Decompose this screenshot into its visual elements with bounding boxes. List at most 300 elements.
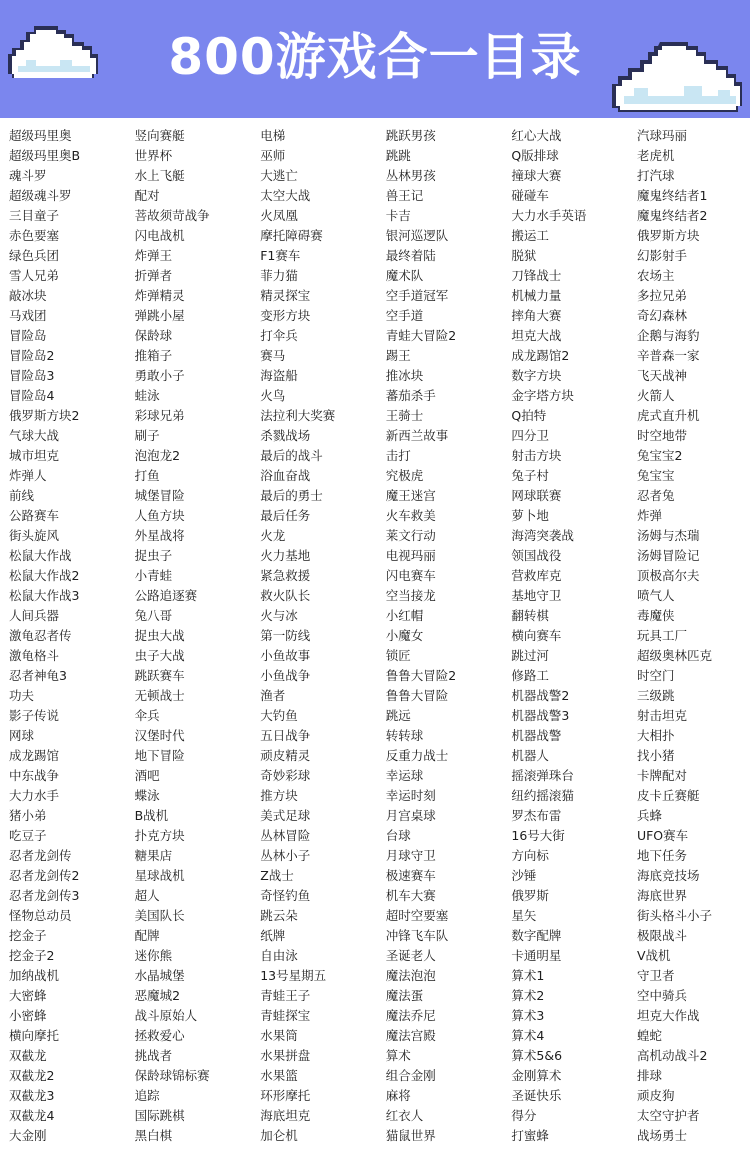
game-title: 法拉利大奖赛: [260, 408, 336, 423]
game-title: 彩球兄弟: [134, 408, 185, 423]
game-title: 敲冰块: [9, 288, 47, 303]
game-title: 打汽球: [636, 168, 675, 183]
game-title: 太空守护者: [636, 1108, 700, 1123]
game-title: 伞兵: [134, 708, 160, 723]
game-title: 第一防线: [260, 628, 311, 643]
game-title: 无顿战士: [134, 688, 185, 703]
game-title: 酒吧: [134, 768, 160, 783]
game-title: 青蛙大冒险2: [385, 328, 457, 343]
game-title: 高机动战斗2: [636, 1048, 708, 1063]
game-title: 大钓鱼: [260, 708, 298, 723]
game-title: 地下任务: [636, 848, 687, 863]
game-title: 火车救美: [385, 508, 436, 523]
game-title: 踢王: [385, 348, 411, 363]
game-title: 大力水手: [9, 788, 60, 803]
game-title: 水果拼盘: [260, 1048, 311, 1063]
game-title: 数字配牌: [511, 928, 562, 943]
game-title: 弹跳小屋: [134, 308, 185, 323]
game-title: 台球: [385, 828, 411, 843]
game-title: 魔法乔尼: [385, 1008, 436, 1023]
game-title: 成龙踢馆: [9, 748, 60, 763]
game-title: 幻影射手: [636, 248, 687, 263]
game-title: 水果筒: [260, 1028, 298, 1043]
game-title: 超级奥林匹克: [636, 648, 712, 663]
game-title: 跳云朵: [260, 908, 298, 923]
game-title: 公路赛车: [9, 508, 60, 523]
game-title: 电视玛丽: [385, 548, 436, 563]
game-title: 机械力量: [511, 288, 562, 303]
game-title: 捉虫子: [134, 548, 173, 563]
game-title: 双截龙: [9, 1048, 47, 1063]
game-title: 海底世界: [636, 888, 687, 903]
game-title: 跳跃男孩: [385, 128, 436, 143]
game-title: 挖金子: [9, 928, 47, 943]
game-title: 小青蛙: [134, 568, 173, 583]
game-title: 兵蜂: [636, 808, 662, 823]
game-title: 兽王记: [385, 188, 424, 203]
game-title: 星矢: [511, 908, 537, 923]
game-title: 基地守卫: [511, 588, 562, 603]
game-title: 猪小弟: [9, 808, 47, 823]
game-title: 圣诞快乐: [511, 1088, 562, 1103]
game-title: 挑战者: [134, 1048, 173, 1063]
game-title: 黑白棋: [134, 1128, 173, 1143]
game-title: 究极虎: [385, 468, 424, 483]
game-title: 得分: [511, 1108, 537, 1123]
game-title: 蝗蛇: [636, 1028, 662, 1043]
game-title: 冒险岛4: [9, 388, 55, 403]
game-title: 杀戮战场: [260, 428, 311, 443]
game-title: 机器战警3: [511, 708, 570, 723]
game-title: 超级魂斗罗: [9, 188, 72, 203]
game-title: 折弹者: [134, 268, 173, 283]
game-title: 打蜜蜂: [511, 1128, 549, 1143]
game-title: 丛林小子: [260, 848, 311, 863]
game-title: 兔宝宝: [636, 468, 675, 483]
game-column-4: [377, 126, 503, 1152]
game-title: 水上飞艇: [134, 168, 185, 183]
game-title: 魔术队: [385, 268, 424, 283]
game-title: 忍者龙剑传2: [9, 868, 80, 883]
game-title: 幸运球: [385, 768, 424, 783]
game-title: 巫师: [260, 148, 286, 163]
game-title: 闪电战机: [134, 228, 185, 243]
game-title: 汽球玛丽: [636, 128, 687, 143]
game-title: 太空大战: [260, 188, 311, 203]
game-title: 街头旋风: [9, 528, 60, 543]
game-title: 城堡冒险: [134, 488, 185, 503]
game-title: 青蛙王子: [260, 988, 311, 1003]
game-title: 企鹅与海豹: [636, 328, 700, 343]
game-title: 成龙踢馆2: [511, 348, 570, 363]
game-title: 扑克方块: [134, 828, 185, 843]
game-title: 糖果店: [134, 848, 173, 863]
game-column-5: [502, 126, 628, 1152]
game-title: 转转球: [385, 728, 424, 743]
game-title: 小红帽: [385, 608, 424, 623]
game-title: 魔鬼终结者2: [636, 208, 708, 223]
game-title: 沙锤: [511, 868, 537, 883]
game-title: 泡泡龙2: [134, 448, 181, 463]
game-title: 摇滚弹珠台: [511, 768, 574, 783]
game-title: 火力基地: [260, 548, 311, 563]
game-title: 喷气人: [636, 588, 675, 603]
game-title: 竖向赛艇: [134, 128, 185, 143]
game-title: 松鼠大作战3: [9, 588, 80, 603]
game-title: 青蛙探宝: [260, 1008, 311, 1023]
game-title: 精灵探宝: [260, 288, 311, 303]
game-title: 玩具工厂: [636, 628, 687, 643]
game-title: 公路追逐赛: [134, 588, 198, 603]
game-title: 炸弹: [636, 508, 662, 523]
game-title: 中东战争: [9, 768, 60, 783]
game-title: F1赛车: [260, 248, 301, 263]
game-title: 飞天战神: [636, 368, 687, 383]
game-title: 罗杰布雷: [511, 808, 562, 823]
game-title: 虎式直升机: [636, 408, 700, 423]
game-title: 机车大赛: [385, 888, 436, 903]
game-title: 绿色兵团: [9, 248, 60, 263]
game-title: 配对: [134, 188, 160, 203]
game-title: 撞球大赛: [511, 168, 562, 183]
game-title: Q拍特: [511, 408, 547, 423]
game-title: 大金刚: [9, 1128, 47, 1143]
game-title: 射击坦克: [636, 708, 687, 723]
game-title: 魔法蛋: [385, 988, 424, 1003]
game-title: 空手道: [385, 308, 424, 323]
game-title: 跳过河: [511, 648, 549, 663]
game-title: 极速赛车: [385, 868, 436, 883]
game-title: 摔角大赛: [511, 308, 562, 323]
game-title: 击打: [385, 448, 411, 463]
game-title: 忍者兔: [636, 488, 675, 503]
game-title: 追踪: [134, 1088, 160, 1103]
game-title: 蝶泳: [134, 788, 160, 803]
game-title: 辛普森一家: [636, 348, 700, 363]
game-title: 大密蜂: [9, 988, 47, 1003]
game-title: 兔宝宝2: [636, 448, 683, 463]
game-title: 纽约摇滚猫: [511, 788, 574, 803]
game-title: 松鼠大作战2: [9, 568, 80, 583]
game-title: 五日战争: [260, 728, 311, 743]
game-title: 炸弹精灵: [134, 288, 185, 303]
game-title: 保龄球锦标赛: [134, 1068, 210, 1083]
game-title: 忍者龙剑传3: [9, 888, 80, 903]
game-title: 跳远: [385, 708, 411, 723]
game-title: 刀锋战士: [511, 268, 562, 283]
game-title: 双截龙4: [9, 1108, 55, 1123]
game-title: 锁匠: [385, 648, 411, 663]
game-title: 跳跳: [385, 148, 411, 163]
game-title: 炸弹王: [134, 248, 173, 263]
game-title: 网球: [9, 728, 35, 743]
game-title: 皮卡丘赛艇: [636, 788, 700, 803]
game-title: 气球大战: [9, 428, 60, 443]
game-title: 美国队长: [134, 908, 185, 923]
game-title: 时空地带: [636, 428, 687, 443]
game-title: 冒险岛: [9, 328, 47, 343]
game-title: 跳跃赛车: [134, 668, 185, 683]
game-title: 冲锋飞车队: [385, 928, 449, 943]
game-title: 超级玛里奥B: [9, 148, 81, 163]
game-title: 小密蜂: [9, 1008, 47, 1023]
game-title: 时空门: [636, 668, 675, 683]
game-title: 鲁鲁大冒险: [385, 688, 449, 703]
game-title: 三目童子: [9, 208, 60, 223]
game-title: 兔八哥: [134, 608, 173, 623]
game-title: 农场主: [636, 268, 675, 283]
game-title: 冒险岛3: [9, 368, 55, 383]
game-title: 小魔女: [385, 628, 424, 643]
game-title: 顶极高尔夫: [636, 568, 700, 583]
game-title: 守卫者: [636, 968, 675, 983]
game-title: 环形摩托: [260, 1088, 311, 1103]
game-title: 保龄球: [134, 328, 173, 343]
game-title: 汉堡时代: [134, 728, 185, 743]
game-title: 浴血奋战: [260, 468, 311, 483]
game-title: 魔鬼终结者1: [636, 188, 708, 203]
game-title: 加纳战机: [9, 968, 60, 983]
game-title: 世界杯: [134, 148, 173, 163]
game-title: 脱狱: [511, 248, 537, 263]
game-title: 战斗原始人: [134, 1008, 198, 1023]
game-title: 萝卜地: [511, 508, 549, 523]
game-title: 忍者龙剑传: [9, 848, 72, 863]
game-title: 人鱼方块: [134, 508, 185, 523]
game-title: 炸弹人: [9, 468, 47, 483]
game-title: 金字塔方块: [511, 388, 574, 403]
game-title: 奇幻森林: [636, 308, 687, 323]
game-title: 双截龙3: [9, 1088, 55, 1103]
game-column-3: [251, 126, 377, 1152]
game-title: 功夫: [9, 688, 35, 703]
game-title: 排球: [636, 1068, 662, 1083]
game-title: 小鱼故事: [260, 648, 311, 663]
game-title: 大相扑: [636, 728, 675, 743]
game-title: 空手道冠军: [385, 288, 449, 303]
game-title: 算术4: [511, 1028, 545, 1043]
game-title: 双截龙2: [9, 1068, 55, 1083]
game-column-2: [126, 126, 252, 1152]
game-title: 最后的勇士: [260, 488, 323, 503]
game-title: 国际跳棋: [134, 1108, 185, 1123]
game-title: 拯救爱心: [134, 1028, 185, 1043]
game-title: 月球守卫: [385, 848, 436, 863]
game-title: 三级跳: [636, 688, 675, 703]
game-title: 刷子: [134, 428, 160, 443]
game-title: 变形方块: [260, 308, 311, 323]
game-title: 反重力战士: [385, 748, 449, 763]
game-title: 火箭人: [636, 388, 675, 403]
game-title: 搬运工: [511, 228, 549, 243]
game-title: 鲁鲁大冒险2: [385, 668, 457, 683]
game-title: 营救库克: [511, 568, 562, 583]
game-title: 奇妙彩球: [260, 768, 311, 783]
page-title: 800游戏合一目录: [168, 28, 582, 86]
game-title: 雪人兄弟: [9, 268, 60, 283]
game-title: 空当接龙: [385, 588, 436, 603]
game-title: 丛林男孩: [385, 168, 436, 183]
game-title: 火鸟: [260, 388, 286, 403]
game-title: 坦克大战: [511, 328, 562, 343]
game-title: 加仑机: [260, 1128, 298, 1143]
game-title: 魔法宫殿: [385, 1028, 436, 1043]
cloud-icon-right: [610, 38, 750, 116]
game-title: 大力水手英语: [511, 208, 587, 223]
game-title: 海底竞技场: [636, 868, 700, 883]
game-title: 外星战将: [134, 528, 185, 543]
game-title: 怪物总动员: [9, 908, 72, 923]
game-title: 网球联赛: [511, 488, 562, 503]
game-title: 莱文行动: [385, 528, 436, 543]
game-title: 修路工: [511, 668, 549, 683]
game-title: 海底坦克: [260, 1108, 311, 1123]
game-title: 前线: [9, 488, 35, 503]
game-title: 四分卫: [511, 428, 549, 443]
game-title: 蕃茄杀手: [385, 388, 436, 403]
game-directory-grid: [0, 126, 750, 1152]
game-title: 极限战斗: [636, 928, 687, 943]
game-title: 奇怪钓鱼: [260, 888, 311, 903]
game-title: 王骑士: [385, 408, 424, 423]
game-title: B战机: [134, 808, 169, 823]
game-title: 算术: [385, 1048, 411, 1063]
game-title: 城市坦克: [9, 448, 60, 463]
game-title: 顽皮精灵: [260, 748, 311, 763]
game-title: 海湾突袭战: [511, 528, 574, 543]
game-title: 影子传说: [9, 708, 60, 723]
game-title: 顽皮狗: [636, 1088, 675, 1103]
game-title: Z战士: [260, 868, 294, 883]
game-title: 13号星期五: [260, 968, 327, 983]
game-title: 挖金子2: [9, 948, 55, 963]
game-title: 小鱼战争: [260, 668, 311, 683]
game-title: 美式足球: [260, 808, 311, 823]
game-title: 摩托障碍赛: [260, 228, 323, 243]
game-title: 海盗船: [260, 368, 298, 383]
game-title: 打伞兵: [260, 328, 298, 343]
game-title: 人间兵器: [9, 608, 60, 623]
game-title: 配牌: [134, 928, 160, 943]
game-title: 水晶城堡: [134, 968, 185, 983]
game-title: 银河巡逻队: [385, 228, 449, 243]
game-title: 算术5&6: [511, 1048, 563, 1063]
game-title: Q版排球: [511, 148, 559, 163]
game-title: 算术3: [511, 1008, 545, 1023]
game-title: 水果篮: [260, 1068, 298, 1083]
game-title: 圣诞老人: [385, 948, 436, 963]
game-title: 迷你熊: [134, 948, 173, 963]
game-title: 算术1: [511, 968, 545, 983]
game-title: 战场勇士: [636, 1128, 687, 1143]
game-title: 激龟格斗: [9, 648, 60, 663]
game-title: 横向摩托: [9, 1028, 60, 1043]
game-title: UFO赛车: [636, 828, 689, 843]
game-title: 老虎机: [636, 148, 675, 163]
game-column-6: [628, 126, 750, 1152]
game-title: 菩故须苛战争: [134, 208, 210, 223]
game-title: 赤色要塞: [9, 228, 60, 243]
game-title: 机器战警2: [511, 688, 570, 703]
game-title: 红心大战: [511, 128, 562, 143]
game-title: 找小猪: [636, 748, 675, 763]
game-title: 俄罗斯方块2: [9, 408, 80, 423]
game-title: 虫子大战: [134, 648, 185, 663]
game-title: 忍者神龟3: [9, 668, 67, 683]
game-title: 自由泳: [260, 948, 298, 963]
game-title: 横向赛车: [511, 628, 562, 643]
game-title: 丛林冒险: [260, 828, 311, 843]
game-title: 坦克大作战: [636, 1008, 700, 1023]
game-title: 射击方块: [511, 448, 562, 463]
game-title: 救火队长: [260, 588, 311, 603]
game-title: 俄罗斯: [511, 888, 549, 903]
game-title: 火龙: [260, 528, 286, 543]
game-title: 推方块: [260, 788, 298, 803]
game-title: 翻转棋: [511, 608, 549, 623]
game-title: 月宫桌球: [385, 808, 436, 823]
game-title: 毒魔侠: [636, 608, 675, 623]
game-title: 魔王迷宫: [385, 488, 436, 503]
game-title: 推冰块: [385, 368, 424, 383]
game-title: 金刚算术: [511, 1068, 562, 1083]
game-title: 恶魔城2: [134, 988, 181, 1003]
game-title: 魂斗罗: [9, 168, 47, 183]
game-title: 兔子村: [511, 468, 549, 483]
game-title: 蛙泳: [134, 388, 160, 403]
game-title: 方向标: [511, 848, 549, 863]
game-title: 数字方块: [511, 368, 562, 383]
game-title: V战机: [636, 948, 671, 963]
game-title: 算术2: [511, 988, 545, 1003]
game-title: 空中骑兵: [636, 988, 687, 1003]
game-title: 冒险岛2: [9, 348, 55, 363]
game-title: 卡通明星: [511, 948, 562, 963]
game-title: 新西兰故事: [385, 428, 449, 443]
game-title: 幸运时刻: [385, 788, 436, 803]
game-title: 魔法泡泡: [385, 968, 436, 983]
game-title: 火与冰: [260, 608, 298, 623]
game-title: 闪电赛车: [385, 568, 436, 583]
game-title: 汤姆冒险记: [636, 548, 700, 563]
game-title: 机器战警: [511, 728, 562, 743]
game-column-1: [0, 126, 126, 1152]
game-title: 勇敢小子: [134, 368, 185, 383]
game-title: 赛马: [260, 348, 286, 363]
game-title: 超人: [134, 888, 160, 903]
game-title: 16号大街: [511, 828, 565, 843]
game-title: 猫鼠世界: [385, 1128, 436, 1143]
game-title: 星球战机: [134, 868, 185, 883]
game-title: 最后任务: [260, 508, 311, 523]
game-title: 捉虫大战: [134, 628, 185, 643]
game-title: 汤姆与杰瑞: [636, 528, 700, 543]
game-title: 打鱼: [134, 468, 160, 483]
game-title: 菲力猫: [260, 268, 298, 283]
game-title: 松鼠大作战: [9, 548, 72, 563]
game-title: 超时空要塞: [385, 908, 449, 923]
game-title: 马戏团: [9, 308, 47, 323]
game-title: 推箱子: [134, 348, 173, 363]
game-title: 激龟忍者传: [9, 628, 72, 643]
game-title: 紧急救援: [260, 568, 311, 583]
game-title: 电梯: [260, 128, 286, 143]
header-banner: [0, 0, 750, 118]
game-title: 多拉兄弟: [636, 288, 687, 303]
game-title: 最后的战斗: [260, 448, 323, 463]
game-title: 街头格斗小子: [636, 908, 712, 923]
game-title: 渔者: [260, 688, 286, 703]
